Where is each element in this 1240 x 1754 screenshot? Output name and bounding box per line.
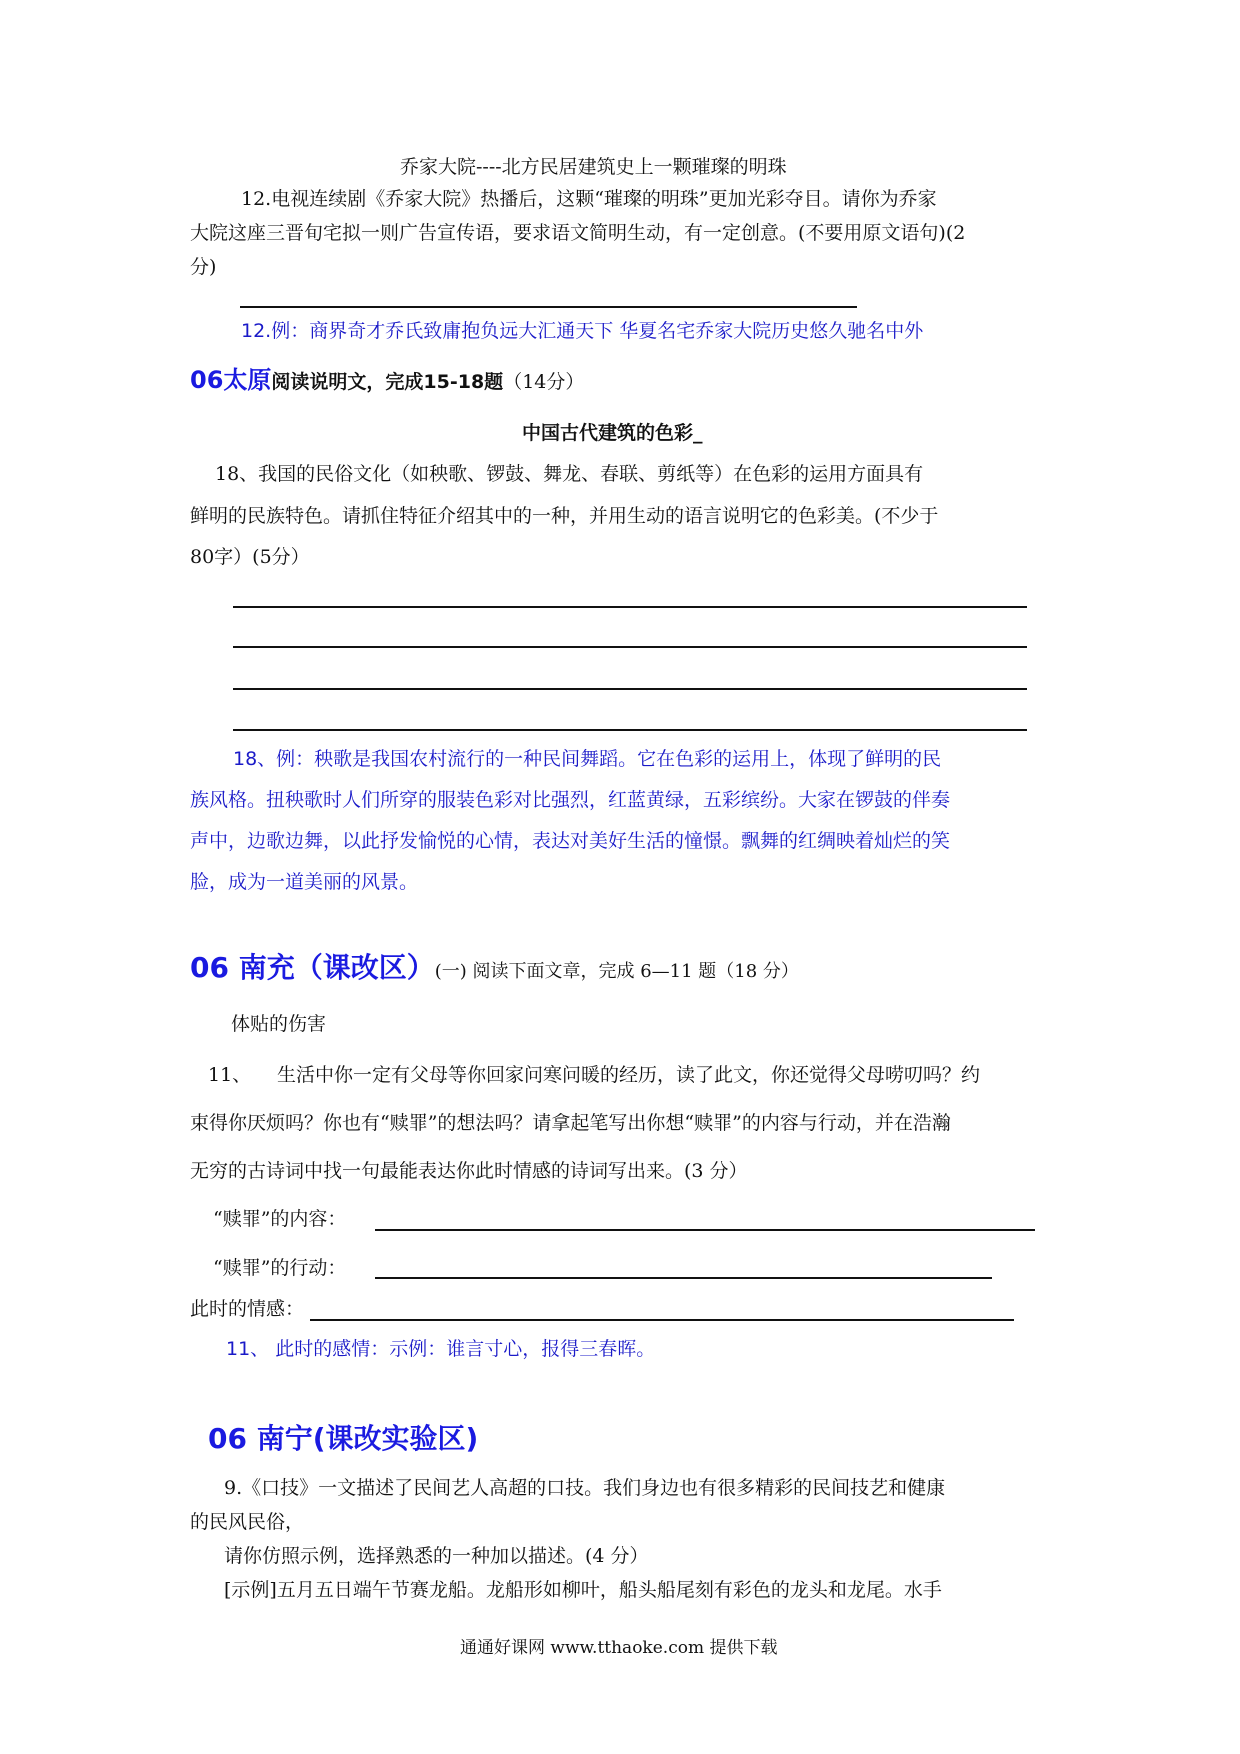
question-18-line-2: 鲜明的民族特色。请抓住特征介绍其中的一种，并用生动的语言说明它的色彩美。(不少于 xyxy=(190,505,939,527)
answer-18-line-3: 声中，边歌边舞，以此抒发愉悦的心情，表达对美好生活的憧憬。飘舞的红绸映着灿烂的笑 xyxy=(190,830,951,852)
answer-line xyxy=(233,729,1027,731)
page-footer: 通通好课网 www.tthaoke.com 提供下载 xyxy=(460,1638,778,1658)
answer-18-line-4: 脸，成为一道美丽的风景。 xyxy=(190,871,419,893)
answer-18-line-1: 18、例：秧歌是我国农村流行的一种民间舞蹈。它在色彩的运用上，体现了鲜明的民 xyxy=(233,748,942,770)
answer-11: 11、 此时的感情：示例：谁言寸心，报得三春晖。 xyxy=(226,1338,656,1360)
question-11-line-3: 无穷的古诗词中找一句最能表达你此时情感的诗词写出来。(3 分） xyxy=(190,1160,748,1182)
nanchong-heading: 06 南充（课改区） xyxy=(190,951,435,984)
field-label-content: “赎罪”的内容： xyxy=(213,1208,347,1230)
nanning-heading: 06 南宁(课改实验区) xyxy=(208,1422,479,1455)
answer-12: 12.例：商界奇才乔氏致庸抱负远大汇通天下 华夏名宅乔家大院历史悠久驰名中外 xyxy=(241,320,924,342)
answer-line xyxy=(233,646,1027,648)
answer-line xyxy=(233,688,1027,690)
question-9-line-1: 9.《口技》一文描述了民间艺人高超的口技。我们身边也有很多精彩的民间技艺和健康 xyxy=(224,1477,946,1499)
field-label-action: “赎罪”的行动： xyxy=(213,1257,347,1279)
question-12-line-2: 大院这座三晋旬宅拟一则广告宣传语，要求语文简明生动，有一定创意。(不要用原文语句)(2 xyxy=(190,222,966,244)
nanchong-intro: (一) 阅读下面文章，完成 6—11 题（18 分） xyxy=(434,961,799,982)
fill-line-content[interactable] xyxy=(375,1229,1035,1231)
answer-18-line-2: 族风格。扭秧歌时人们所穿的服装色彩对比强烈，红蓝黄绿，五彩缤纷。大家在锣鼓的伴奏 xyxy=(190,789,951,811)
article-title-colors: 中国古代建筑的色彩_ xyxy=(522,422,703,444)
question-12-line-3: 分) xyxy=(190,256,217,278)
answer-line xyxy=(233,606,1027,608)
fill-line-action[interactable] xyxy=(375,1277,992,1279)
question-11-line-1: 生活中你一定有父母等你回家问寒问暖的经历，读了此文，你还觉得父母唠叨吗？约 xyxy=(277,1064,981,1086)
question-11-line-2: 束得你厌烦吗？你也有“赎罪”的想法吗？请拿起笔写出你想“赎罪”的内容与行动，并在浩瀚 xyxy=(190,1112,951,1134)
taiyuan-intro: 阅读说明文，完成15-18题 xyxy=(271,371,504,393)
question-9-line-4: [示例]五月五日端午节赛龙船。龙船形如柳叶，船头船尾刻有彩色的龙头和龙尾。水手 xyxy=(224,1579,942,1601)
fill-line-feeling[interactable] xyxy=(310,1319,1014,1321)
question-12-line-1: 12.电视连续剧《乔家大院》热播后，这颗“璀璨的明珠”更加光彩夺目。请你为乔家 xyxy=(241,188,937,210)
nanchong-heading-row xyxy=(190,953,799,984)
question-11-number: 11、 xyxy=(208,1064,252,1086)
article-title-tiet: 体贴的伤害 xyxy=(231,1013,327,1035)
section-title-qiaojia: 乔家大院----北方民居建筑史上一颗璀璨的明珠 xyxy=(400,156,787,178)
taiyuan-heading: 06太原 xyxy=(190,366,272,394)
field-label-feeling: 此时的情感： xyxy=(190,1298,305,1320)
question-9-line-3: 请你仿照示例，选择熟悉的一种加以描述。(4 分） xyxy=(224,1545,649,1567)
answer-line xyxy=(240,306,857,308)
question-18-line-3: 80字）(5分） xyxy=(190,546,310,568)
question-18-line-1: 18、我国的民俗文化（如秧歌、锣鼓、舞龙、春联、剪纸等）在色彩的运用方面具有 xyxy=(215,463,924,485)
taiyuan-score: （14分） xyxy=(503,371,585,393)
question-9-line-2: 的民风民俗， xyxy=(190,1511,305,1533)
taiyuan-heading-row xyxy=(190,365,584,395)
